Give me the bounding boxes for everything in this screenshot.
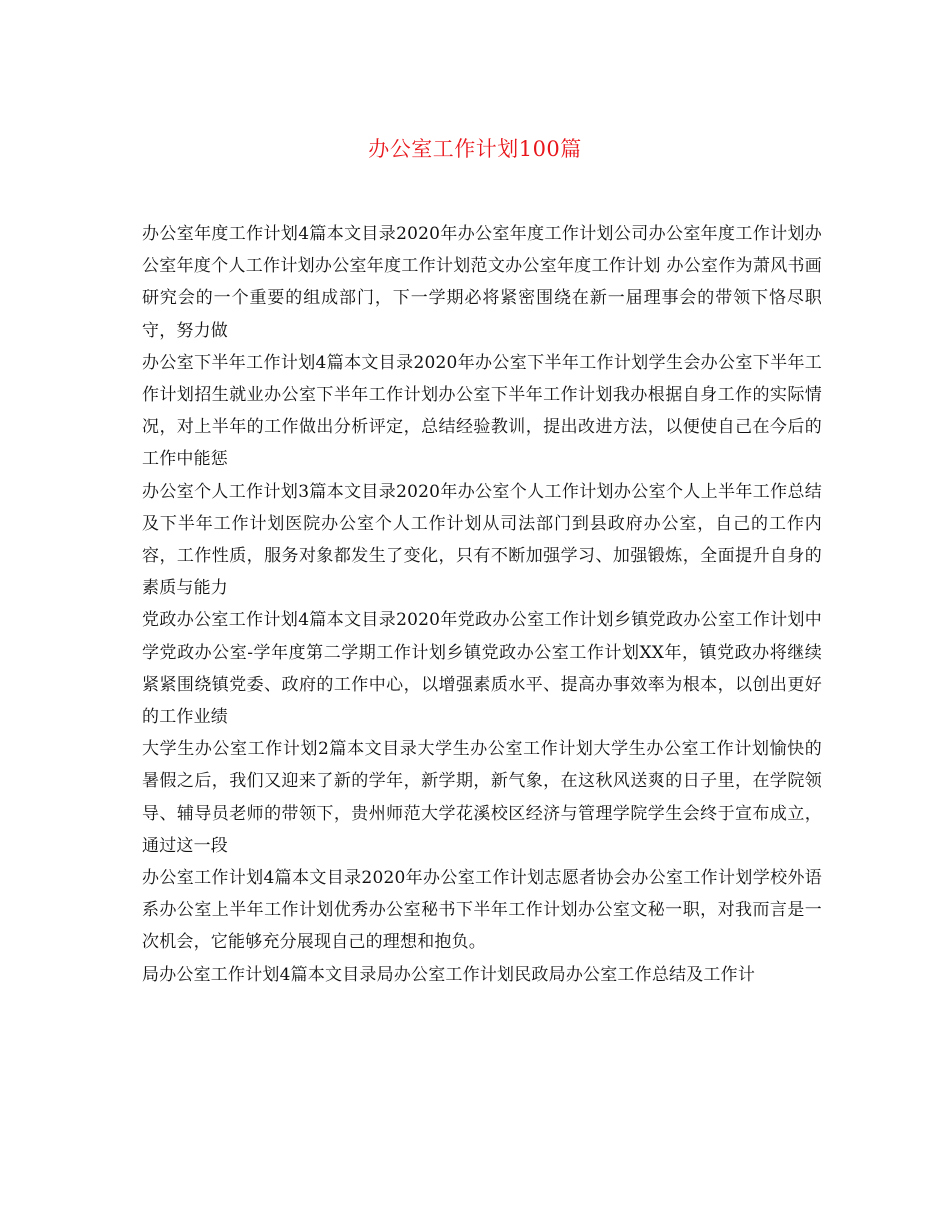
paragraph-office-plan: 办公室工作计划4篇本文目录2020年办公室工作计划志愿者协会办公室工作计划学校外语系办公室上半年工作计划优秀办公室秘书下半年工作计划办公室文秘一职，对我而言是一次机会，它能够充分展现自己的理想和抱负。 [142, 868, 822, 953]
document-title: 办公室工作计划100篇 [368, 137, 582, 161]
paragraph-second-half-plan: 办公室下半年工作计划4篇本文目录2020年办公室下半年工作计划学生会办公室下半年工作计划招生就业办公室下半年工作计划办公室下半年工作计划我办根据自身工作的实际情况，对上半年的工作做出分析评定，总结经验教训，提出改进方法，以便使自己在今后的工作中能惩 [142, 352, 822, 470]
paragraph-student-office-plan: 大学生办公室工作计划2篇本文目录大学生办公室工作计划大学生办公室工作计划愉快的暑假之后，我们又迎来了新的学年，新学期，新气象，在这秋风送爽的日子里，在学院领导、辅导员老师的带领下，贵州师范大学花溪校区经济与管理学院学生会终于宣布成立，通过这一段 [142, 739, 822, 856]
paragraph-bureau-office-plan: 局办公室工作计划4篇本文目录局办公室工作计划民政局办公室工作总结及工作计 [142, 964, 756, 985]
paragraph-party-office-plan: 党政办公室工作计划4篇本文目录2020年党政办公室工作计划乡镇党政办公室工作计划中学党政办公室-学年度第二学期工作计划乡镇党政办公室工作计划XX年，镇党政办将继续紧紧围绕镇党委、政府的工作中心，以增强素质水平、提高办事效率为根本，以创出更好的工作业绩 [142, 610, 822, 728]
document-body [142, 218, 822, 991]
paragraph-annual-plan: 办公室年度工作计划4篇本文目录2020年办公室年度工作计划公司办公室年度工作计划办公室年度个人工作计划办公室年度工作计划范文办公室年度工作计划 办公室作为萧风书画研究会的一个重要的组成部门，下一学期必将紧密围绕在新一届理事会的带领下恪尽职守，努力做 [142, 224, 822, 341]
paragraph-personal-plan: 办公室个人工作计划3篇本文目录2020年办公室个人工作计划办公室个人上半年工作总结及下半年工作计划医院办公室个人工作计划从司法部门到县政府办公室，自己的工作内容，工作性质，服务对象都发生了变化，只有不断加强学习、加强锻炼，全面提升自身的素质与能力 [142, 481, 822, 599]
